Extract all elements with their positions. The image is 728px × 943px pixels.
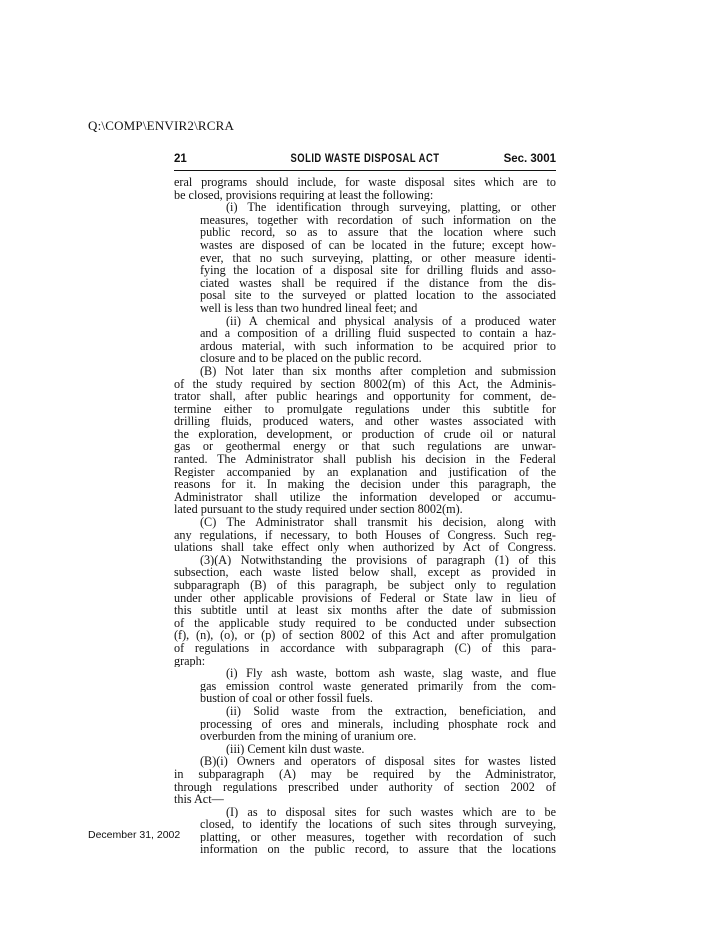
text-line: posal site to the surveyed or platted location to the associated [200, 289, 556, 302]
text-line: any regulations, if necessary, to both Houses of Congress. Such reg- [174, 528, 556, 542]
text-line: processing of ores and minerals, including phosphate rock and [200, 717, 556, 731]
text-line: public record, so as to assure that the location where such [200, 226, 556, 239]
text-line: platting, or other measures, together with recordation of such [200, 830, 556, 844]
running-header [174, 152, 556, 171]
text-line: be closed, provisions requiring at least the following: [174, 188, 434, 202]
text-line: overburden from the mining of uranium ore. [200, 730, 417, 743]
text-line: (I) as to disposal sites for such wastes which are to be [226, 805, 556, 819]
text-line: (3)(A) Notwithstanding the provisions of paragraph (1) of this [200, 553, 556, 567]
text-line: (B) Not later than six months after completion and submission [200, 364, 556, 378]
text-line: gas or geothermal energy or that such regulations are unwar- [174, 440, 556, 454]
text-line: this Act— [174, 793, 224, 806]
text-line: well is less than two hundred lineal feet; and [200, 301, 418, 315]
text-line: information on the public record, to assure that the locations [200, 843, 556, 857]
text-line: closed, to identify the locations of such sites through surveying, [200, 818, 556, 831]
text-line: under other applicable provisions of Federal or State law in lieu of [174, 591, 556, 605]
text-line: (iii) Cement kiln dust waste. [226, 742, 365, 756]
text-line: (ii) Solid waste from the extraction, beneficiation, and [226, 704, 556, 718]
text-line: (i) The identification through surveying, platting, or other [226, 201, 556, 214]
page-number: 21 [174, 153, 187, 165]
text-line: graph: [174, 654, 206, 668]
text-line: and a composition of a drilling fluid suspected to contain a haz- [200, 327, 556, 340]
text-line: through regulations prescribed under authority of section 2002 of [174, 780, 556, 794]
running-title: SOLID WASTE DISPOSAL ACT [290, 153, 440, 165]
text-line: ulations shall take effect only when authorized by Act of Congress. [174, 541, 556, 554]
text-line: of the study required by section 8002(m) of this Act, the Adminis- [174, 377, 556, 391]
text-line: lated pursuant to the study required under section 8002(m). [174, 503, 463, 517]
footer-date: December 31, 2002 [88, 829, 181, 841]
text-line: ardous material, with such information to be acquired prior to [200, 339, 556, 353]
text-line: measures, together with recordation of such information on the [200, 213, 556, 227]
text-line: wastes are disposed of can be located in the future; except how- [200, 238, 556, 252]
text-line: (f), (n), (o), or (p) of section 8002 of this Act and after promulgation [174, 629, 556, 642]
text-line: drilling fluids, produced waters, and other wastes associated with [174, 415, 556, 428]
text-line: eral programs should include, for waste disposal sites which are to [174, 176, 556, 189]
text-line: gas emission control waste generated primarily from the com- [200, 679, 556, 693]
text-line: the exploration, development, or production of crude oil or natural [174, 427, 556, 441]
text-line: (i) Fly ash waste, bottom ash waste, slag waste, and flue [226, 667, 556, 680]
text-line: ranted. The Administrator shall publish his decision in the Federal [174, 453, 556, 466]
text-line: trator shall, after public hearings and opportunity for comment, de- [174, 390, 556, 403]
text-line: fying the location of a disposal site for drilling fluids and asso- [200, 264, 556, 277]
file-path: Q:\COMP\ENVIR2\RCRA [88, 118, 235, 133]
text-line: Register accompanied by an explanation and justification of the [174, 465, 556, 479]
text-line: this subtitle until at least six months after the date of submission [174, 604, 556, 617]
text-line: in subparagraph (A) may be required by the Administrator, [174, 767, 556, 781]
text-line: subsection, each waste listed below shall, except as provided in [174, 566, 556, 579]
text-line: subparagraph (B) of this paragraph, be subject only to regulation [174, 579, 556, 592]
text-line: reasons for it. In making the decision under this paragraph, the [174, 478, 556, 491]
text-line: Administrator shall utilize the information developed or accumu- [174, 490, 556, 504]
text-line: ever, that no such surveying, platting, or other measure identi- [200, 251, 556, 265]
text-line: of regulations in accordance with subparagraph (C) of this para- [174, 641, 556, 655]
statute-text [174, 176, 556, 856]
text-line: of the applicable study required to be conducted under subsection [174, 616, 556, 630]
text-line: bustion of coal or other fossil fuels. [200, 692, 373, 705]
text-line: (ii) A chemical and physical analysis of a produced water [226, 314, 556, 328]
text-line: (C) The Administrator shall transmit his decision, along with [200, 516, 556, 529]
text-line: termine either to promulgate regulations under this subtitle for [174, 402, 556, 416]
section-number: Sec. 3001 [503, 153, 556, 165]
text-line: (B)(i) Owners and operators of disposal sites for wastes listed [200, 755, 556, 768]
text-line: closure and to be placed on the public record. [200, 352, 422, 365]
text-line: ciated wastes shall be required if the distance from the dis- [200, 276, 556, 290]
